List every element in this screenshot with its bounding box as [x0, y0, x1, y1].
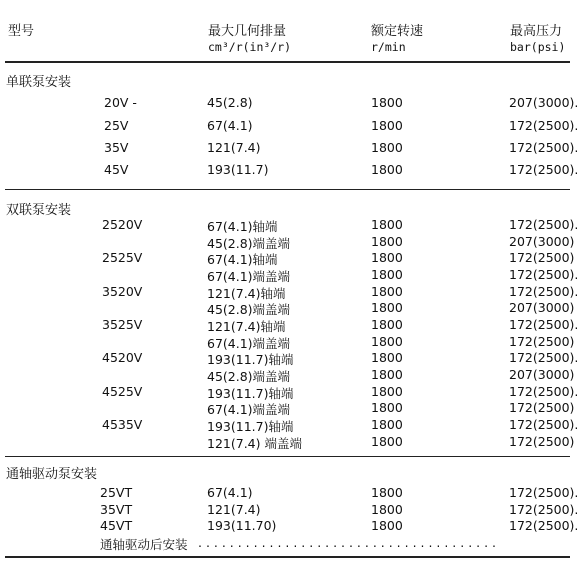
table-row-speed: 1800 [371, 417, 403, 432]
table-row-pressure: 172(2500) [509, 434, 575, 449]
table-row-speed: 1800 [371, 300, 403, 315]
table-row-pressure: 207(3000). [509, 95, 578, 110]
table-row-displacement: 67(4.1) [207, 485, 253, 500]
table-row-speed: 1800 [371, 250, 403, 265]
table-row-pressure: 172(2500). [509, 317, 578, 332]
table-row-pressure: 172(2500). [509, 284, 578, 299]
table-row-pressure: 172(2500) [509, 250, 575, 265]
table-row-displacement: 193(11.7)轴端 [207, 352, 294, 367]
table-row-displacement: 121(7.4) [207, 502, 261, 517]
table-row-pressure: 172(2500). [509, 384, 578, 399]
table-row-speed: 1800 [371, 267, 403, 282]
table-row-pressure: 172(2500). [509, 217, 578, 232]
table-row-speed: 1800 [371, 118, 403, 133]
table-row-model: 3525V [102, 317, 143, 332]
header-model [8, 20, 34, 39]
table-row-displacement: 67(4.1)端盖端 [207, 402, 291, 417]
table-row-displacement: 67(4.1)端盖端 [207, 336, 291, 351]
table-row-pressure: 172(2500). [509, 140, 578, 155]
table-row-speed: 1800 [371, 217, 403, 232]
table-row-displacement: 121(7.4)轴端 [207, 319, 286, 334]
table-row-model: 35VT [100, 502, 133, 517]
table-row-model: 20V - [104, 95, 137, 110]
footer-leader-dots: . . . . . . . . . . . . . . . . . . . . . . . . . . . . . . . . . . . . . . [198, 535, 497, 550]
bottom-rule [5, 556, 570, 558]
table-row-speed: 1800 [371, 317, 403, 332]
table-row-speed: 1800 [371, 485, 403, 500]
header-pressure-label: 最高压力 [510, 24, 563, 39]
table-row-displacement: 193(11.7)轴端 [207, 386, 294, 401]
table-row-displacement: 45(2.8) [207, 95, 253, 110]
header-pressure [510, 20, 565, 54]
table-row-pressure: 172(2500) [509, 334, 575, 349]
header-displacement [208, 20, 291, 54]
table-row-pressure: 172(2500) [509, 400, 575, 415]
table-row-speed: 1800 [371, 95, 403, 110]
table-row-speed: 1800 [371, 400, 403, 415]
table-row-pressure: 172(2500). [509, 118, 578, 133]
section-rule [5, 456, 570, 457]
table-row-speed: 1800 [371, 518, 403, 533]
table-row-model: 45VT [100, 518, 133, 533]
table-row-pressure: 207(3000) [509, 300, 575, 315]
table-row-displacement: 121(7.4) [207, 140, 261, 155]
header-rule [5, 61, 570, 63]
table-row-displacement: 67(4.1)轴端 [207, 219, 278, 234]
table-row-speed: 1800 [371, 502, 403, 517]
table-row-speed: 1800 [371, 284, 403, 299]
table-row-pressure: 172(2500). [509, 350, 578, 365]
table-row-model: 2520V [102, 217, 143, 232]
header-pressure-unit: bar(psi) [510, 40, 566, 54]
table-row-pressure: 207(3000) [509, 367, 575, 382]
table-row-displacement: 45(2.8)端盖端 [207, 369, 291, 384]
table-row-model: 4535V [102, 417, 143, 432]
table-row-pressure: 172(2500). [509, 518, 578, 533]
table-row-model: 4520V [102, 350, 143, 365]
table-row-speed: 1800 [371, 162, 403, 177]
header-displacement-label: 最大几何排量 [208, 24, 287, 39]
table-row-model: 25V [104, 118, 129, 133]
header-speed-label: 额定转速 [371, 24, 424, 39]
table-row-speed: 1800 [371, 234, 403, 249]
table-row-pressure: 172(2500). [509, 162, 578, 177]
table-row-pressure: 172(2500). [509, 417, 578, 432]
table-row-model: 4525V [102, 384, 143, 399]
section-rule [5, 189, 570, 190]
table-row-model: 2525V [102, 250, 143, 265]
table-row-pressure: 172(2500). [509, 485, 578, 500]
header-displacement-unit: cm³/r(in³/r) [208, 40, 292, 54]
section-title-tandem: 双联泵安装 [6, 203, 72, 218]
table-row-model: 3520V [102, 284, 143, 299]
table-row-speed: 1800 [371, 384, 403, 399]
section-title-through-drive: 通轴驱动泵安装 [6, 467, 98, 482]
table-row-displacement: 67(4.1) [207, 118, 253, 133]
table-row-displacement: 67(4.1)轴端 [207, 252, 278, 267]
table-row-model: 45V [104, 162, 129, 177]
table-row-speed: 1800 [371, 334, 403, 349]
table-row-pressure: 207(3000) [509, 234, 575, 249]
table-row-displacement: 193(11.7)轴端 [207, 419, 294, 434]
table-row-displacement: 45(2.8)端盖端 [207, 236, 291, 251]
section-title-single: 单联泵安装 [6, 75, 72, 90]
table-row-displacement: 121(7.4)轴端 [207, 286, 286, 301]
header-speed [371, 20, 423, 54]
footer-label: 通轴驱动后安装 [100, 537, 188, 552]
table-row-pressure: 172(2500). [509, 267, 578, 282]
table-row-speed: 1800 [371, 367, 403, 382]
table-row-displacement: 45(2.8)端盖端 [207, 302, 291, 317]
header-speed-unit: r/min [371, 40, 406, 54]
table-row-pressure: 172(2500). [509, 502, 578, 517]
table-row-displacement: 67(4.1)端盖端 [207, 269, 291, 284]
table-row-displacement: 193(11.7) [207, 162, 269, 177]
table-row-model: 25VT [100, 485, 133, 500]
table-row-model: 35V [104, 140, 129, 155]
header-model-label: 型号 [8, 24, 35, 39]
table-row-speed: 1800 [371, 140, 403, 155]
table-row-displacement: 121(7.4) 端盖端 [207, 436, 302, 451]
table-row-displacement: 193(11.70) [207, 518, 277, 533]
table-row-speed: 1800 [371, 434, 403, 449]
table-row-speed: 1800 [371, 350, 403, 365]
